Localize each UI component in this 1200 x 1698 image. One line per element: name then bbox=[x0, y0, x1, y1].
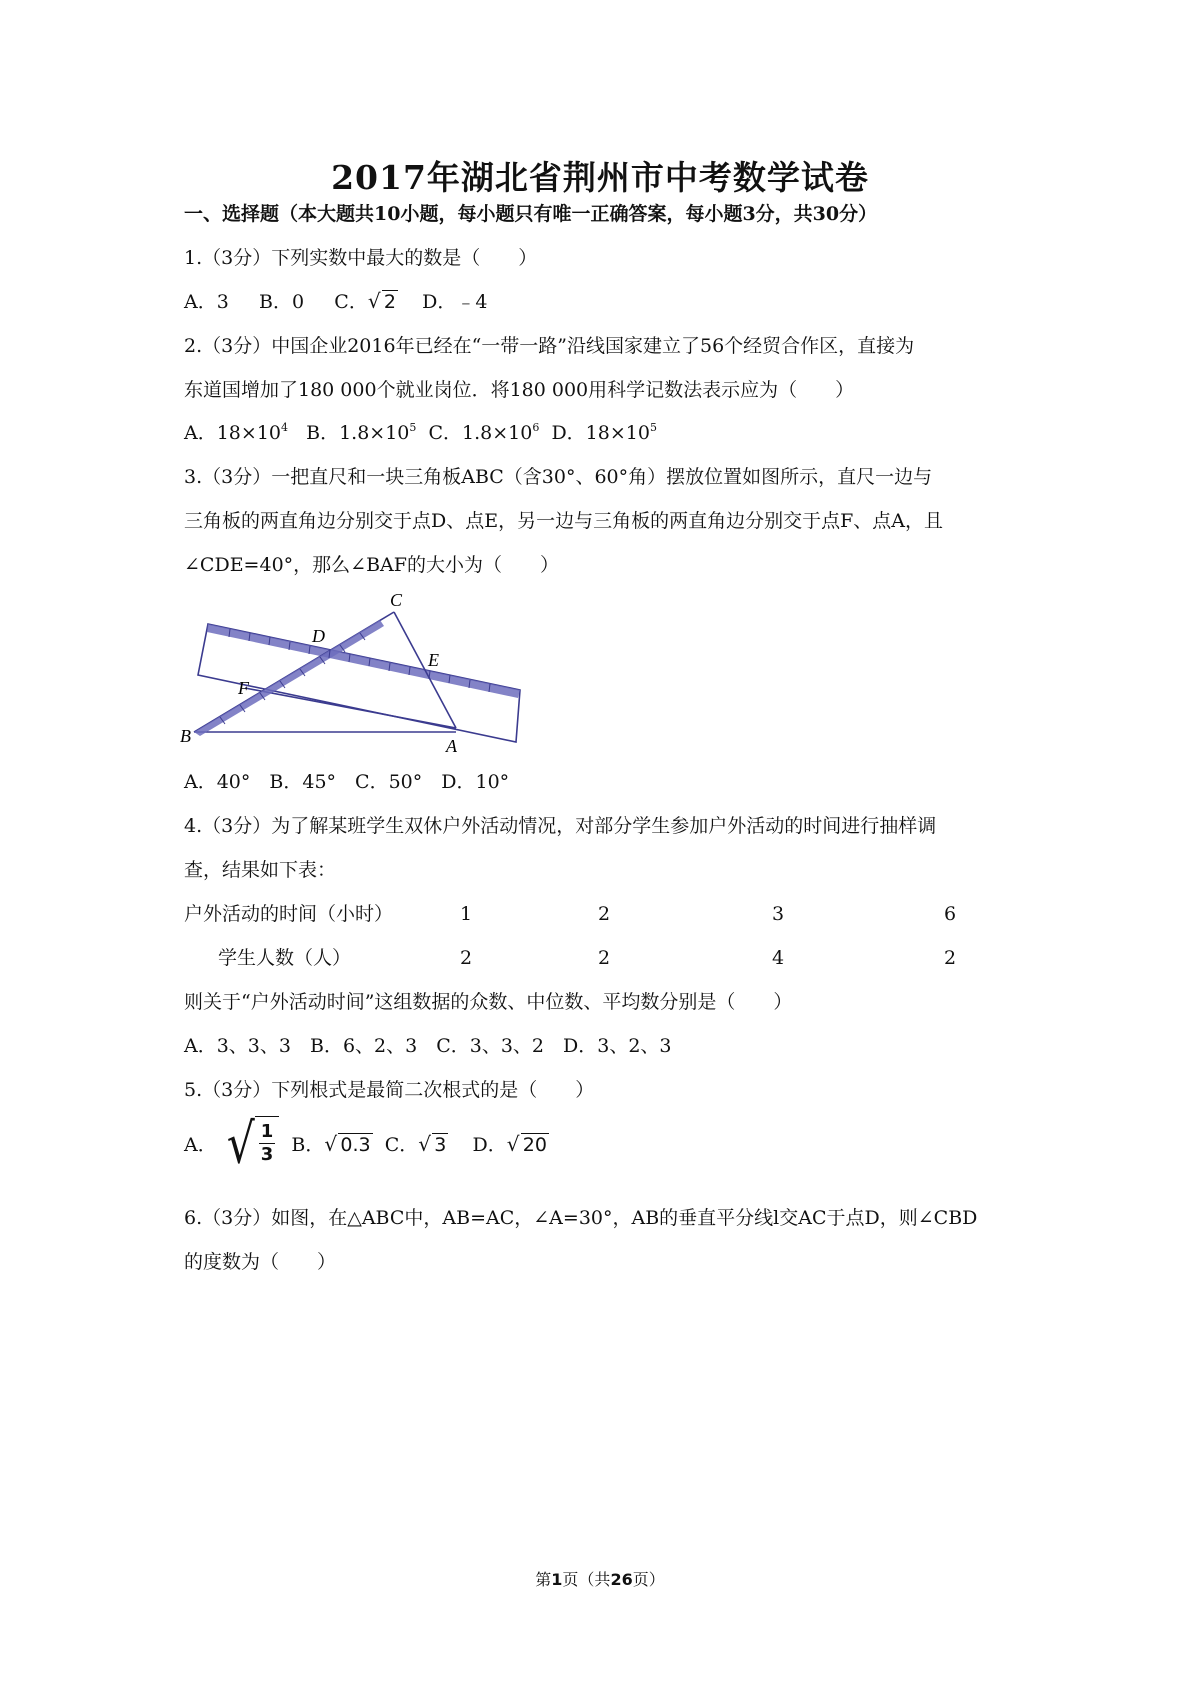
table-cell: 6 bbox=[944, 903, 957, 925]
fraction bbox=[255, 1116, 280, 1174]
question-1-stem: 1.（3分）下列实数中最大的数是（ ） bbox=[184, 247, 538, 269]
table-cell: 1 bbox=[460, 903, 473, 925]
label-e: E bbox=[428, 650, 439, 670]
table-cell: 2 bbox=[598, 947, 611, 969]
table-cell: 2 bbox=[598, 903, 611, 925]
radicand: 0.3 bbox=[340, 1134, 371, 1156]
ruler-lower-line bbox=[245, 688, 456, 728]
table-cell: 2 bbox=[944, 947, 957, 969]
label-a: A bbox=[446, 736, 457, 756]
sqrt-fraction bbox=[226, 1112, 280, 1177]
question-3-stem-line-2: 三角板的两直角边分别交于点D、点E，另一边与三角板的两直角边分别交于点F、点A，且 bbox=[184, 510, 944, 532]
label-b: B bbox=[180, 726, 191, 746]
option-b: B．0 bbox=[259, 291, 305, 313]
question-1-options bbox=[184, 290, 1034, 314]
radical-sign: √ bbox=[226, 1112, 255, 1177]
sqrt-expression bbox=[418, 1116, 448, 1174]
question-4-stem-line-2: 查，结果如下表： bbox=[184, 859, 337, 881]
section-heading: 一、选择题（本大题共10小题，每小题只有唯一正确答案，每小题3分，共30分） bbox=[184, 203, 878, 225]
numerator: 1 bbox=[260, 1121, 274, 1142]
question-4-stem-line-3: 则关于“户外活动时间”这组数据的众数、中位数、平均数分别是（ ） bbox=[184, 991, 793, 1013]
table-cell: 2 bbox=[460, 947, 473, 969]
sqrt-expression bbox=[368, 290, 398, 314]
option-d bbox=[473, 1134, 549, 1156]
footer-middle: 页（共 bbox=[562, 1570, 611, 1589]
triangle-edge-shading bbox=[194, 620, 384, 736]
option-a-exponent: 4 bbox=[281, 421, 288, 434]
question-5-options bbox=[184, 1112, 1034, 1180]
ruler-triangle-figure bbox=[180, 590, 580, 770]
option-a: A．3 bbox=[184, 291, 229, 313]
option-b-exponent: 5 bbox=[409, 421, 417, 434]
question-2-stem-line-2: 东道国增加了180 000个就业岗位．将180 000用科学记数法表示应为（ ） bbox=[184, 379, 855, 401]
option-d-exponent: 5 bbox=[649, 421, 657, 434]
option-c-prefix: C． bbox=[334, 291, 368, 313]
radicand: 20 bbox=[522, 1134, 547, 1156]
option-a bbox=[184, 422, 288, 444]
option-c bbox=[429, 422, 540, 444]
option-c bbox=[385, 1134, 449, 1156]
label-d: D bbox=[312, 626, 325, 646]
question-4-options: A．3、3、3 B．6、2、3 C．3、3、2 D．3、2、3 bbox=[184, 1035, 672, 1057]
option-d-prefix: D． bbox=[472, 1134, 507, 1156]
total-pages: 26 bbox=[610, 1570, 633, 1589]
option-a bbox=[184, 1112, 279, 1177]
option-b bbox=[291, 1134, 372, 1156]
label-c: C bbox=[390, 590, 403, 610]
sqrt-expression bbox=[324, 1116, 372, 1174]
option-a-prefix: A． bbox=[184, 1134, 217, 1156]
denominator: 3 bbox=[260, 1144, 274, 1165]
question-5-stem: 5.（3分）下列根式是最简二次根式的是（ ） bbox=[184, 1079, 595, 1101]
option-d bbox=[551, 422, 657, 444]
option-c bbox=[334, 290, 398, 314]
question-4-stem-line-1: 4.（3分）为了解某班学生双休户外活动情况，对部分学生参加户外活动的时间进行抽样调 bbox=[184, 815, 937, 837]
option-d: D．﹣4 bbox=[422, 291, 488, 313]
option-c-exponent: 6 bbox=[532, 421, 540, 434]
table-cell: 4 bbox=[772, 947, 785, 969]
option-d-base: D．18×10 bbox=[551, 422, 650, 444]
table-cell: 3 bbox=[772, 903, 785, 925]
option-c-prefix: C． bbox=[384, 1134, 419, 1156]
page-footer bbox=[0, 1567, 1200, 1590]
question-3-stem-line-3: ∠CDE=40°，那么∠BAF的大小为（ ） bbox=[184, 554, 559, 576]
question-6-stem-line-1: 6.（3分）如图，在△ABC中，AB=AC，∠A=30°，AB的垂直平分线l交AC于点D，则∠CBD bbox=[184, 1207, 978, 1229]
option-c-base: C．1.8×10 bbox=[428, 422, 533, 444]
question-3-stem-line-1: 3.（3分）一把直尺和一块三角板ABC（含30°、60°角）摆放位置如图所示，直尺一边与 bbox=[184, 466, 933, 488]
label-f: F bbox=[238, 678, 249, 698]
footer-prefix: 第 bbox=[535, 1570, 552, 1589]
current-page-number: 1 bbox=[551, 1570, 563, 1589]
sqrt-expression bbox=[507, 1116, 549, 1174]
radicand: 3 bbox=[434, 1134, 447, 1156]
table-row-1-label: 户外活动的时间（小时） bbox=[184, 903, 394, 925]
option-b-prefix: B． bbox=[291, 1134, 325, 1156]
option-b-base: B．1.8×10 bbox=[306, 422, 410, 444]
question-6-stem-line-2: 的度数为（ ） bbox=[184, 1251, 337, 1273]
question-2-options bbox=[184, 421, 1034, 445]
question-3-options: A．40° B．45° C．50° D．10° bbox=[184, 771, 510, 793]
option-b bbox=[306, 422, 416, 444]
page-title: 2017年湖北省荆州市中考数学试卷 bbox=[331, 158, 869, 197]
question-2-stem-line-1: 2.（3分）中国企业2016年已经在“一带一路”沿线国家建立了56个经贸合作区，直接为 bbox=[184, 335, 915, 357]
table-row-2-label: 学生人数（人） bbox=[218, 947, 352, 969]
footer-suffix: 页） bbox=[632, 1570, 665, 1589]
option-a-base: A．18×10 bbox=[184, 422, 281, 444]
radicand: 2 bbox=[383, 291, 396, 313]
